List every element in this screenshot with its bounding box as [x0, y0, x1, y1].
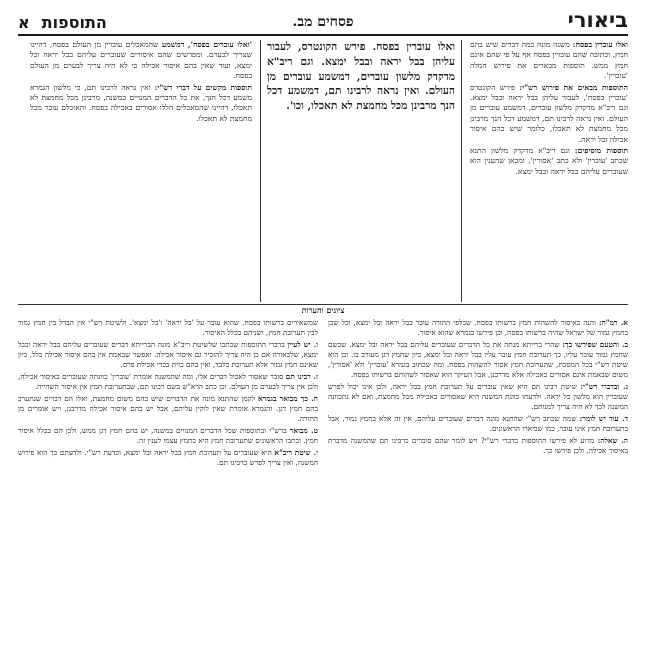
note-paragraph: ד. עוד יש לומר: שמה שכתב רש"י שהתנא מונה דברים שעוברים עליהם, אין זה אלא בחמץ גמור, אבל בתערובת חמץ אינו עובר, כמו שביארו הראשונים. [328, 414, 628, 433]
right-commentary-column [470, 40, 628, 302]
notes-right-column [328, 318, 628, 642]
main-text-column [260, 40, 462, 302]
left-paragraph: תוספות מקשים על דברי רש"י: ואין נראה לרבינו תם, כי מלשון הגמרא משמע דכל הנך, את כל הדברים המנויים במשנה, מרבינן מכל מחמצת לא תאכלו, דהיינו שהמאכלים הללו אסורים באכילה בפסח. והאוכלם עובר מכל מחמצת לא תאכלו. [30, 82, 252, 123]
note-paragraph: ב. והטעם שפירשו כך: שהרי ברייתא מנתה את כל הדברים שעוברים עליהם בבל יראה ובל ימצא. שכשם שחמץ גמור עובר עליו, כך תערובת חמץ עובר עליו בבל יראה ובל ימצא, כיון שחמץ דגן מעורב בו. וכן הוא שיטת רש"י בכל המסכת, שתערובת חמץ אסור להשהות בפסח. ומה שכתוב בגמרא 'עוברין' ולא 'אסורין', משום שבאמת אינם אסורים באכילה אלא מדרבנן, אבל העיקר הוא שאסור לשהותם ברשותו בפסח. [328, 340, 628, 379]
note-paragraph: ו. יש לעיין בדברי התוספות שכתבו שלשיטת ריב"א מונה הברייתא דברים שעוברים עליהם בבל יראה ובבל ימצא, שלכאורה אם כן היה צריך להזכיר גם איסור אכילה. ואפשר שבאמת אין בהם איסור אכילה כלל, כיון שאינם חמץ גמור אלא תערובת בלבד, ואין בהם כזית בכדי אכילת פרס. [18, 340, 318, 369]
note-paragraph: א. רמ"ה: והנה באיסור להשהות חמץ ברשותו בפסח, שכלפי התורה עובר בבל יראה ובל ימצא, וכל שכן בחמץ גמור של ישראל שהיה ברשותו בפסח, וכן פירשו בגמרא שהוא איסור. [328, 318, 628, 337]
note-paragraph: י. שיטת ריב"א היא שעוברים על תערובת חמץ בבל יראה ובל ימצא, וכדעת רש"י. ולדעתם כך הוא פירוש המשנה, ואין צריך לפרש כרבינו תם. [18, 448, 318, 467]
right-paragraph: התוספות מבאים את פירוש רש"י: פירש הקונטרס 'עוברין בפסח', לעבור עליהן בבל יראה ובבל ימצא. וגם ריב"א מדקדק מלשון עוברים, דמשמע עוברים מן העולם. ואין נראה לרבינו תם, דמשמע דכל הנך מרבינן מכל מחמצת לא תאכלו, כלומר שיש בהם איסור אכילה ובל יראה. [470, 82, 628, 144]
header-right-title: ביאורי [567, 8, 628, 32]
note-paragraph: ג. ובדברי רש"י: שיטת רבינו תם היא שאין עוברים על תערובת חמץ בבל יראה, ולכן אינו יכול לפרש שעוברין הוא מלשון בל יראה. ולדעתו כוונת המשנה היא שאסורים באכילה מכל מחמצת, ואם לא נתכוונה המשנה לכך לא היה צריך למנותם. [328, 382, 628, 411]
notes-area [18, 318, 628, 642]
header-left-title: התוספות [41, 13, 107, 32]
left-paragraph: 'ואלו עוברים בפסח', דמשמע שהמאכלים עוברין מן העולם בפסח, דהיינו שצריך לבערם. ומפרשים שהם איסורים שעוברים עליהם בבל יראה ובל ימצא, ועוד שאין בהם איסור אכילה כי לא היה צריך לבערם מן העולם בפסח. [30, 40, 252, 81]
page-header [18, 6, 628, 36]
note-paragraph: ח. כך מבואר בגמרא לקמן שהתנא מונה את הדברים שיש בהם משום מחמצת, ואלו הם דברים שנתערב בהם חמץ דגן. והגמרא אומרת שאין לוקין עליהם, אבל יש בהם איסור אכילה מדרבנן, ויש אומרים מן התורה. [18, 394, 318, 423]
top-text-area [18, 40, 628, 302]
header-left [18, 13, 107, 32]
note-paragraph: ז. רבינו תם סובר שאסור לאכול דברים אלו, ומה שהמשנה אומרת 'עוברין' כוונתה שעוברים באיסור אכילה, ולכן אין צריך לבערם מן העולם. וכן כתב הרא"ש בשם רבינו תם, שבתערובת חמץ אין איסור השהייה. [18, 372, 318, 391]
note-paragraph: שמשאירים ברשותו בפסח, שהוא עובר על 'בל יראה' ו'בל ימצא'. ולשיטת רש"י אין הבדל בין חמץ גמור לבין תערובת חמץ, ושניהם בכלל האיסור. [18, 318, 318, 337]
left-commentary-column [30, 40, 252, 302]
section-divider [18, 304, 628, 316]
note-paragraph: ט. מבואר ברש"י ובתוספות שכל הדברים המנויים במשנה, יש בהם חמץ דגן ממש, ולכן הם בכלל איסור חמץ. וכתבו הראשונים שתערובת חמץ היא כחמץ עצמו לענין זה. [18, 426, 318, 445]
main-text: ואלו עוברין בפסח. פירש הקונטרס, לעבור עליהן בבל יראה ובבל ימצא. וגם ריב"א מדקדק מלשון עוברים, דמשמע עוברים מן העולם. ואין נראה לרבינו תם, דמשמע דכל הנך מרבינן מכל מחמצת לא תאכלו, וכו'. [267, 41, 455, 113]
right-paragraph: תוספות מוסיפים: וגם ריב"א מדקדק מלשון התנא שכתב 'עוברין' ולא כתב 'אסורין', ומכאן שהענין הוא שעוברים עליהם בבל יראה ובבל ימצא. [470, 146, 628, 176]
page-letter: א [18, 13, 30, 32]
right-paragraph: ואלו עוברין בפסח: משנה מונה כמה דברים שיש בהם חמץ, וכתובה שהם עוברין בפסח אף על פי שהם אינם חמץ ממש. תוספות מבארים את פירוש המלה 'עוברין'. [470, 40, 628, 81]
divider-label: ציונים והערות [296, 305, 351, 315]
notes-left-column [18, 318, 318, 642]
header-center-title: פסחים מב. [292, 14, 354, 30]
note-paragraph: ה. שאלה: מדוע לא פירשו התוספות כדברי רש"י? ויש לומר שהם סוברים כרבינו תם שהמשנה מדברת באיסור אכילה, ולכן פירשו כך. [328, 436, 628, 455]
